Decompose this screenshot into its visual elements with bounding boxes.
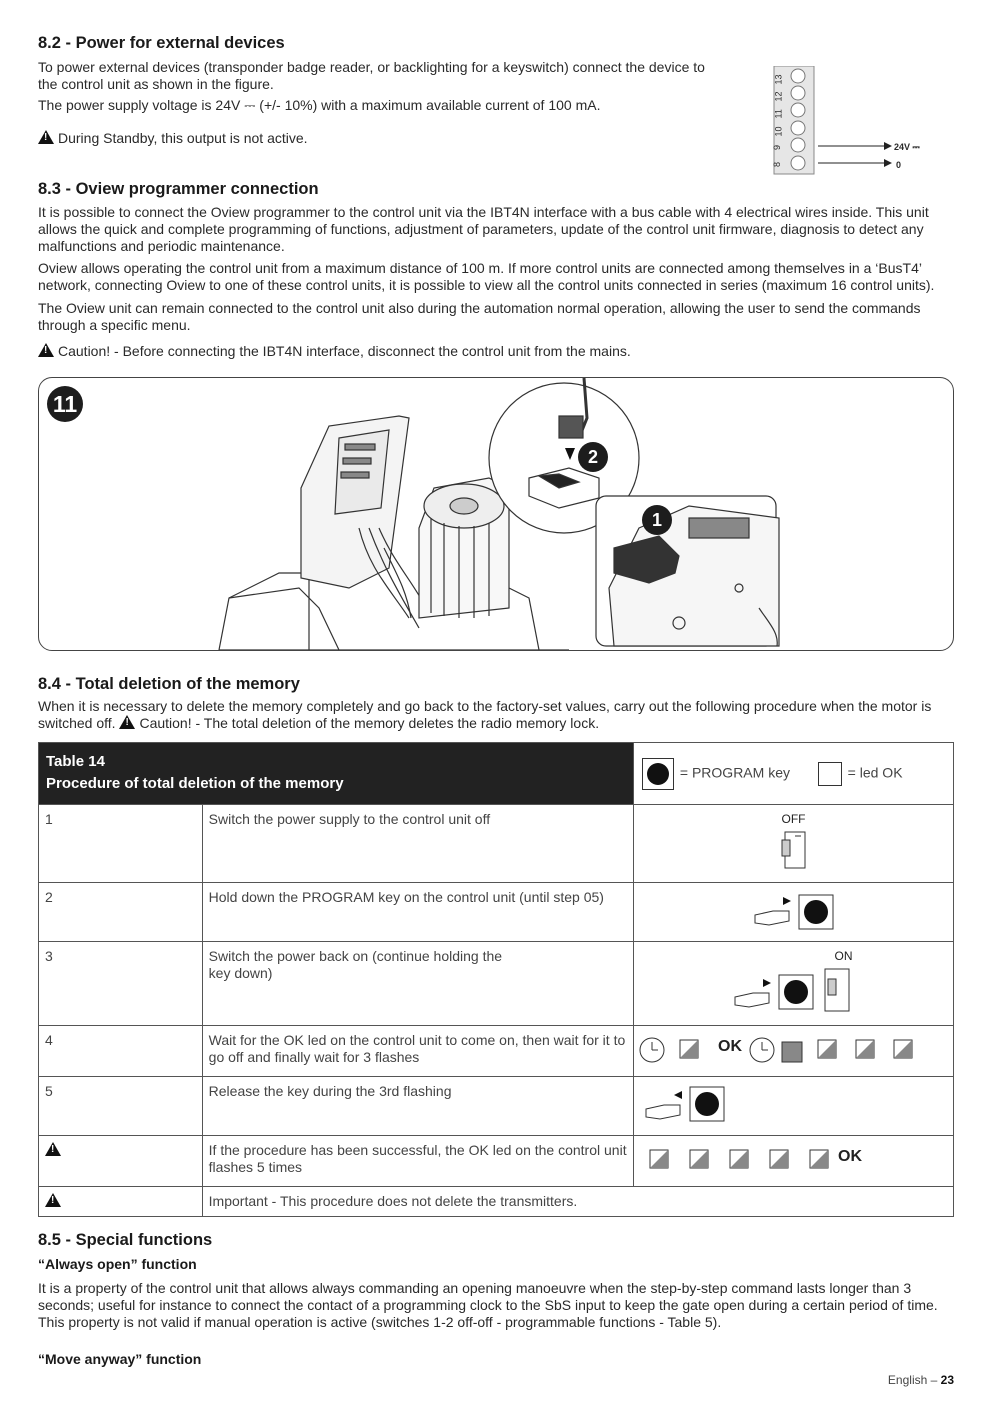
section-8-3-p1: It is possible to connect the Oview programmer to the control unit via the IBT4N interface with a bus cable with 4 electrical wires inside. This unit allows the quick and complete programming of functions, adjustment of parameters, update of the control unit firmware, diagnosis to detect any malfunctions and periodic maintenance. [38, 204, 929, 254]
warning-icon [45, 1193, 61, 1207]
output-0-label: 0 [896, 160, 902, 170]
led-ok-icon [818, 762, 842, 786]
section-8-2-title: 8.2 - Power for external devices [38, 34, 285, 52]
section-8-4-title: 8.4 - Total deletion of the memory [38, 675, 300, 693]
step-text: Hold down the PROGRAM key on the control unit (until step 05) [202, 883, 633, 942]
section-8-3-p3: The Oview unit can remain connected to the control unit also during the automation normal operation, allowing the user to send the commands through a specific menu. [38, 300, 921, 333]
section-8-2-p2: The power supply voltage is 24V ⎓ (+/- 10%) with a maximum available current of 100 mA. [38, 97, 601, 113]
terminal-label-8: 8 [772, 161, 783, 168]
program-key-icon [642, 758, 674, 790]
footer-language: English – [887, 1373, 938, 1387]
table-row [39, 942, 954, 1026]
table-row [39, 883, 954, 942]
terminal-label-13: 13 [773, 74, 784, 85]
warning-text: Caution! - Before connecting the IBT4N interface, disconnect the control unit from the mains. [58, 343, 631, 359]
step-icon [634, 942, 954, 1026]
table-row [39, 1187, 954, 1217]
terminal-block-graphic [772, 66, 932, 176]
step-number: 1 [39, 805, 203, 883]
step-text: If the procedure has been successful, the OK led on the control unit flashes 5 times [202, 1136, 633, 1187]
ok-label: OK [718, 1038, 743, 1055]
step-icon [634, 1136, 954, 1187]
legend-led-text: = led OK [847, 764, 903, 781]
section-8-4-warning: Caution! - The total deletion of the memory deletes the radio memory lock. [139, 715, 600, 731]
table-row [39, 1077, 954, 1136]
step-number: 4 [39, 1026, 203, 1077]
table-title: Table 14 [46, 753, 105, 770]
step-icon [634, 883, 954, 942]
table-header [39, 743, 634, 805]
step-icon [634, 1026, 954, 1077]
step-icon [634, 1077, 954, 1136]
led-sequence-icon [638, 1030, 938, 1068]
section-8-2-p1: To power external devices (transponder badge reader, or backlighting for a keyswitch) connect the device to the control unit as shown in the figure. [38, 59, 705, 92]
page-number: 23 [940, 1373, 954, 1387]
section-8-3-warning [38, 343, 956, 360]
figure-number-badge: 11 [47, 386, 83, 422]
section-8-2-warning [38, 130, 718, 147]
motor-installation-illustration [39, 378, 953, 650]
section-8-4-text: When it is necessary to delete the memory completely and go back to the factory-set values, carry out the following procedure when the motor is switched off. [38, 698, 932, 731]
section-8-4-p1 [38, 698, 956, 732]
table-row [39, 1026, 954, 1077]
ok-label: OK [838, 1148, 863, 1165]
step-number: 3 [39, 942, 203, 1026]
page-footer [888, 1372, 954, 1389]
step-text: Switch the power supply to the control unit off [202, 805, 633, 883]
table-legend [634, 743, 954, 805]
led-five-flashes-icon [638, 1140, 858, 1178]
warning-text: During Standby, this output is not active. [58, 130, 308, 146]
legend-program-text: = PROGRAM key [679, 764, 790, 781]
warning-icon [38, 343, 54, 357]
hand-release-program-icon [640, 1083, 730, 1125]
switch-on-label: ON [834, 949, 853, 963]
warning-icon [119, 715, 135, 729]
step-warning [39, 1136, 203, 1187]
terminal-label-10: 10 [773, 126, 784, 137]
step-text: Release the key during the 3rd flashing [202, 1077, 633, 1136]
step-icon [634, 805, 954, 883]
step-warning [39, 1187, 203, 1217]
always-open-subtitle: “Always open” function [38, 1256, 197, 1272]
breaker-off-icon [779, 828, 809, 872]
switch-off-label: OFF [781, 812, 806, 826]
table-row [39, 1136, 954, 1187]
output-24v-label: 24V ⎓ [894, 142, 920, 152]
table-subtitle: Procedure of total deletion of the memory [46, 775, 344, 792]
callout-1-badge: 1 [642, 505, 672, 535]
terminal-label-9: 9 [772, 144, 783, 151]
hand-press-program-icon [749, 889, 839, 931]
step-number: 5 [39, 1077, 203, 1136]
terminal-diagram [772, 66, 932, 176]
step-text: Wait for the OK led on the control unit to come on, then wait for it to go off and finally wait for 3 flashes [202, 1026, 633, 1077]
section-8-3-title: 8.3 - Oview programmer connection [38, 180, 319, 198]
section-8-5-p1: It is a property of the control unit that allows always commanding an opening manoeuvre when the step-by-step command lasts longer than 3 seconds; useful for instance to connect the contact of a programming clock to the SbS input to keep the gate open during a certain period of time. This property is not valid if manual operation is active (switches 1-2 off-off - programmable functions - Table 5). [38, 1280, 938, 1330]
section-8-3-p2: Oview allows operating the control unit from a maximum distance of 100 m. If more control units are connected among themselves in a ‘BusT4’ network, connecting Oview to one of these control units, it is possible to view all the control units connected in series (maximum 16 control units). [38, 260, 935, 293]
terminal-label-12: 12 [773, 91, 784, 102]
section-8-5-title: 8.5 - Special functions [38, 1231, 213, 1249]
hand-press-and-breaker-on-icon [729, 965, 859, 1015]
table-row [39, 805, 954, 883]
table-14 [38, 742, 954, 1217]
figure-11-frame [38, 377, 954, 651]
callout-2-badge: 2 [578, 442, 608, 472]
warning-icon [45, 1142, 61, 1156]
terminal-label-11: 11 [773, 109, 784, 119]
warning-icon [38, 130, 54, 144]
step-number: 2 [39, 883, 203, 942]
move-anyway-subtitle: “Move anyway” function [38, 1351, 202, 1367]
step-text: Important - This procedure does not delete the transmitters. [202, 1187, 953, 1217]
step-text: Switch the power back on (continue holding the key down) [202, 942, 633, 1026]
